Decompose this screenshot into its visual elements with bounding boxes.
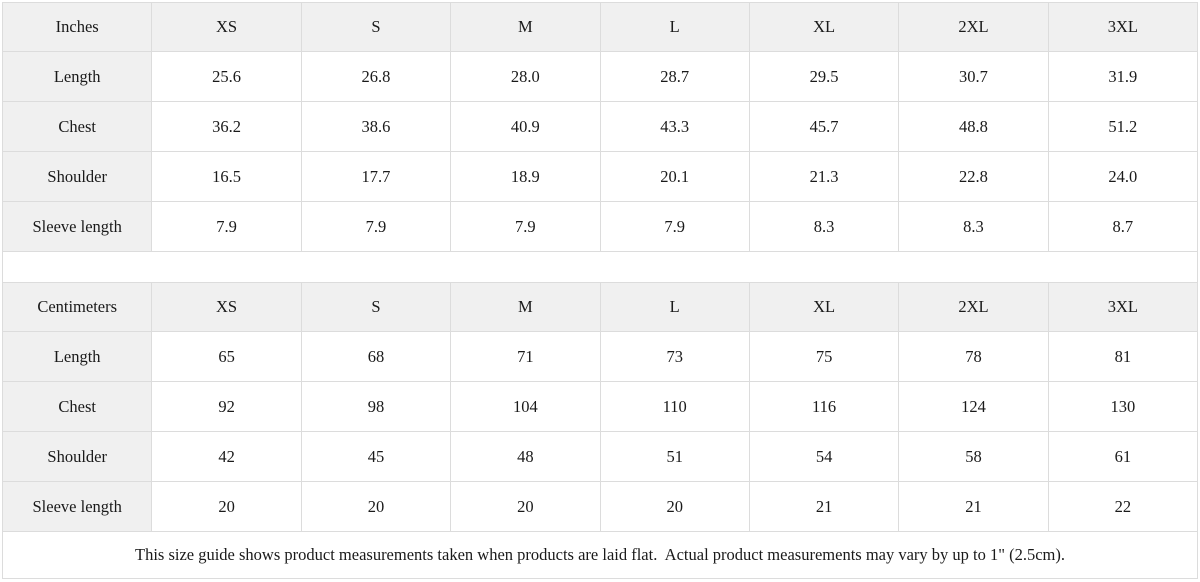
column-header-xl: XL [749,283,898,332]
size-guide-note: This size guide shows product measurements taken when products are laid flat. Actual product measurements may vary by up to 1" (2.5cm). [2,532,1198,579]
size-value-cell: 81 [1048,332,1197,382]
size-value-cell: 16.5 [152,152,301,202]
size-value-cell: 22.8 [899,152,1048,202]
table-row-sleeve-length [3,482,1198,532]
size-value-cell: 18.9 [451,152,600,202]
size-value-cell: 92 [152,382,301,432]
inches-header-row [3,3,1198,52]
size-value-cell: 71 [451,332,600,382]
size-value-cell: 7.9 [152,202,301,252]
size-value-cell: 7.9 [301,202,450,252]
column-header-m: M [451,3,600,52]
size-value-cell: 24.0 [1048,152,1197,202]
size-value-cell: 68 [301,332,450,382]
table-row-length [3,52,1198,102]
size-value-cell: 54 [749,432,898,482]
size-value-cell: 130 [1048,382,1197,432]
size-value-cell: 26.8 [301,52,450,102]
size-value-cell: 116 [749,382,898,432]
size-value-cell: 98 [301,382,450,432]
size-value-cell: 51.2 [1048,102,1197,152]
table-row-chest [3,102,1198,152]
column-header-3xl: 3XL [1048,3,1197,52]
size-value-cell: 51 [600,432,749,482]
column-header-l: L [600,3,749,52]
size-value-cell: 65 [152,332,301,382]
size-value-cell: 40.9 [451,102,600,152]
table-row-chest [3,382,1198,432]
column-header-2xl: 2XL [899,3,1048,52]
size-value-cell: 110 [600,382,749,432]
table-row-shoulder [3,432,1198,482]
size-value-cell: 45.7 [749,102,898,152]
size-value-cell: 8.3 [749,202,898,252]
row-label-length: Length [3,332,152,382]
size-value-cell: 20 [451,482,600,532]
size-value-cell: 25.6 [152,52,301,102]
centimeters-size-table [2,282,1198,532]
table-row-shoulder [3,152,1198,202]
size-value-cell: 20 [152,482,301,532]
column-header-xs: XS [152,3,301,52]
size-value-cell: 28.7 [600,52,749,102]
row-label-chest: Chest [3,382,152,432]
column-header-xs: XS [152,283,301,332]
size-value-cell: 8.3 [899,202,1048,252]
size-value-cell: 7.9 [451,202,600,252]
column-header-2xl: 2XL [899,283,1048,332]
size-value-cell: 45 [301,432,450,482]
table-spacer [2,252,1198,282]
column-header-s: S [301,3,450,52]
column-header-s: S [301,283,450,332]
size-value-cell: 61 [1048,432,1197,482]
size-value-cell: 42 [152,432,301,482]
column-header-xl: XL [749,3,898,52]
size-value-cell: 31.9 [1048,52,1197,102]
row-label-length: Length [3,52,152,102]
size-value-cell: 20.1 [600,152,749,202]
size-guide-panel [2,2,1198,579]
size-value-cell: 73 [600,332,749,382]
size-value-cell: 30.7 [899,52,1048,102]
column-header-3xl: 3XL [1048,283,1197,332]
size-value-cell: 75 [749,332,898,382]
column-header-m: M [451,283,600,332]
size-value-cell: 21 [749,482,898,532]
size-value-cell: 124 [899,382,1048,432]
size-value-cell: 36.2 [152,102,301,152]
row-label-sleeve-length: Sleeve length [3,482,152,532]
unit-header-inches: Inches [3,3,152,52]
size-value-cell: 20 [600,482,749,532]
size-value-cell: 17.7 [301,152,450,202]
table-row-sleeve-length [3,202,1198,252]
size-value-cell: 78 [899,332,1048,382]
inches-size-table [2,2,1198,252]
size-value-cell: 48.8 [899,102,1048,152]
table-row-length [3,332,1198,382]
size-value-cell: 7.9 [600,202,749,252]
row-label-sleeve-length: Sleeve length [3,202,152,252]
size-value-cell: 104 [451,382,600,432]
size-value-cell: 20 [301,482,450,532]
row-label-shoulder: Shoulder [3,432,152,482]
row-label-shoulder: Shoulder [3,152,152,202]
size-value-cell: 28.0 [451,52,600,102]
size-value-cell: 58 [899,432,1048,482]
size-value-cell: 21.3 [749,152,898,202]
size-value-cell: 22 [1048,482,1197,532]
size-value-cell: 43.3 [600,102,749,152]
centimeters-header-row [3,283,1198,332]
size-value-cell: 38.6 [301,102,450,152]
size-value-cell: 21 [899,482,1048,532]
unit-header-centimeters: Centimeters [3,283,152,332]
row-label-chest: Chest [3,102,152,152]
size-value-cell: 8.7 [1048,202,1197,252]
size-value-cell: 29.5 [749,52,898,102]
column-header-l: L [600,283,749,332]
size-value-cell: 48 [451,432,600,482]
